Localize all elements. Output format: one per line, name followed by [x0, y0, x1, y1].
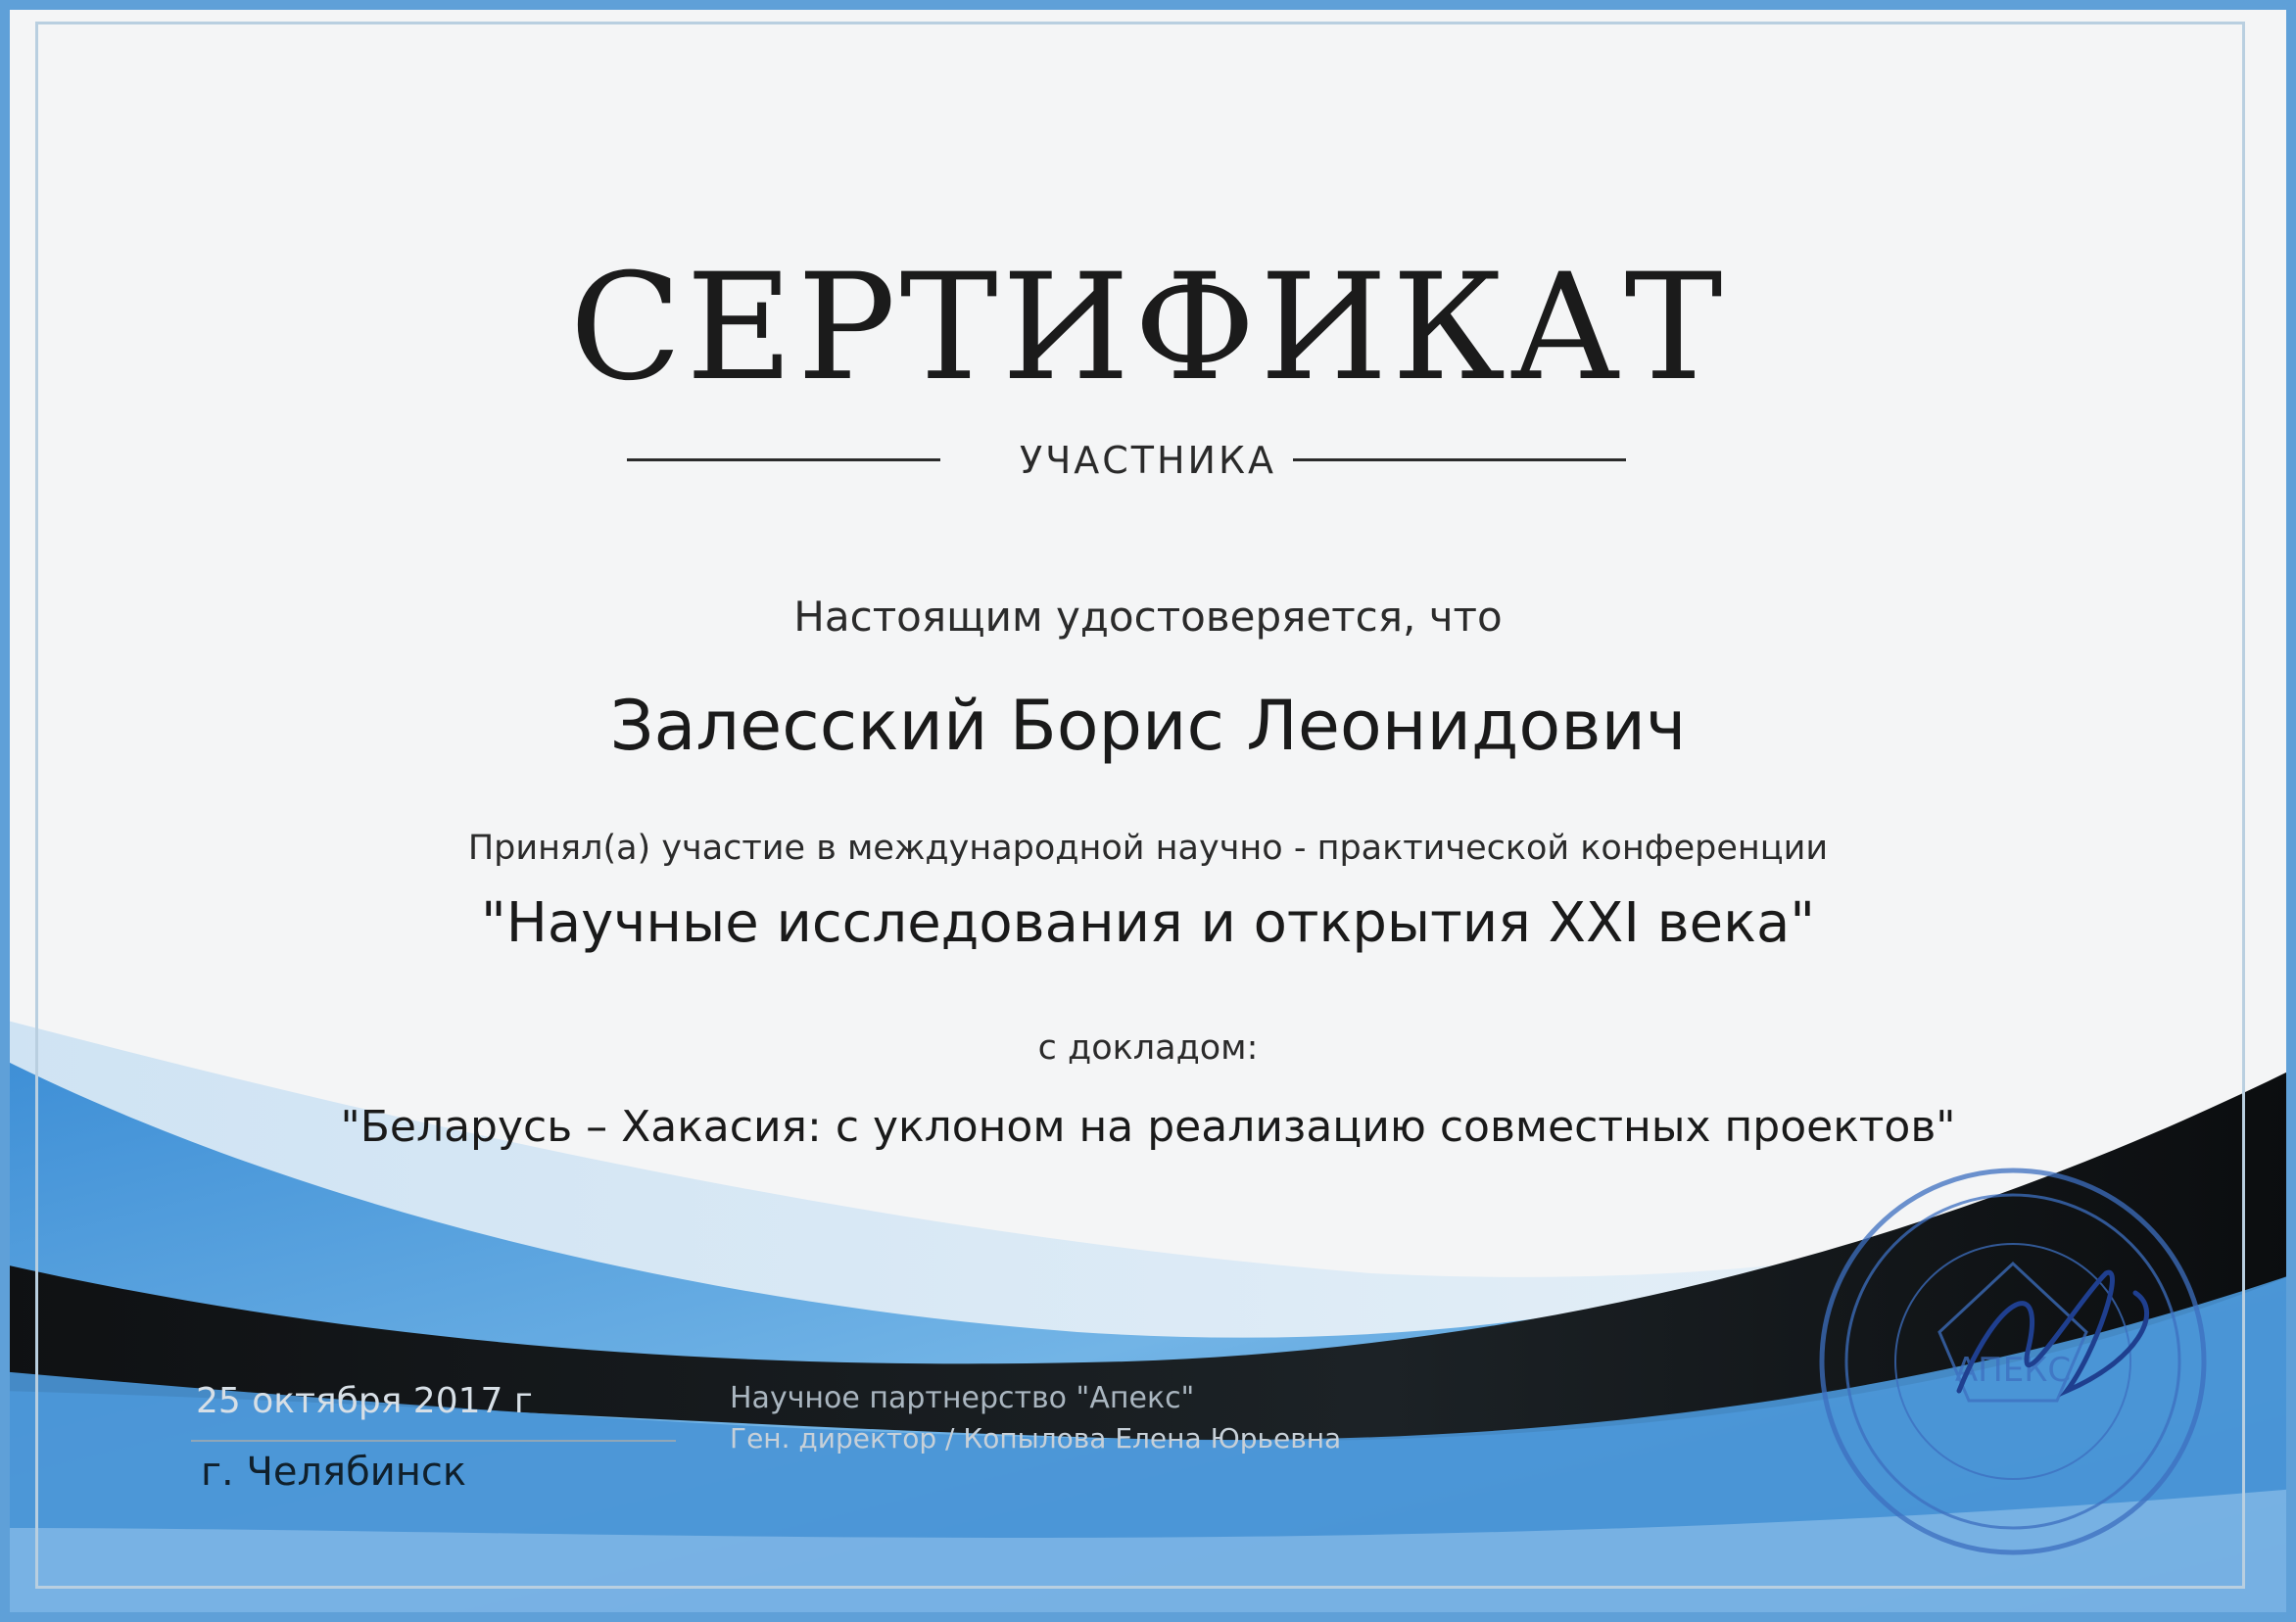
conference-name: "Научные исследования и открытия XXI века" [480, 891, 1816, 955]
subtitle-rule-right [1293, 458, 1626, 461]
issue-city: г. Челябинск [201, 1450, 467, 1495]
svg-text:АПЕКС: АПЕКС [1954, 1351, 2072, 1390]
participant-name: Залесский Борис Леонидович [609, 686, 1687, 766]
date-divider [191, 1440, 676, 1442]
participation-text: Принял(а) участие в международной научно - практической конференции [467, 829, 1829, 868]
certify-text: Настоящим удостоверяется, что [793, 593, 1503, 641]
report-intro: с докладом: [1037, 1028, 1259, 1068]
certificate-title: СЕРТИФИКАТ [569, 243, 1727, 413]
organization-name: Научное партнерство "Апекс" [730, 1381, 1195, 1415]
director-line: Ген. директор / Копылова Елена Юрьевна [730, 1422, 1342, 1455]
certificate-subtitle: УЧАСТНИКА [1020, 439, 1276, 482]
report-title: "Беларусь – Хакасия: с уклоном на реализацию совместных проектов" [340, 1102, 1956, 1152]
issue-date: 25 октября 2017 г [196, 1381, 533, 1421]
